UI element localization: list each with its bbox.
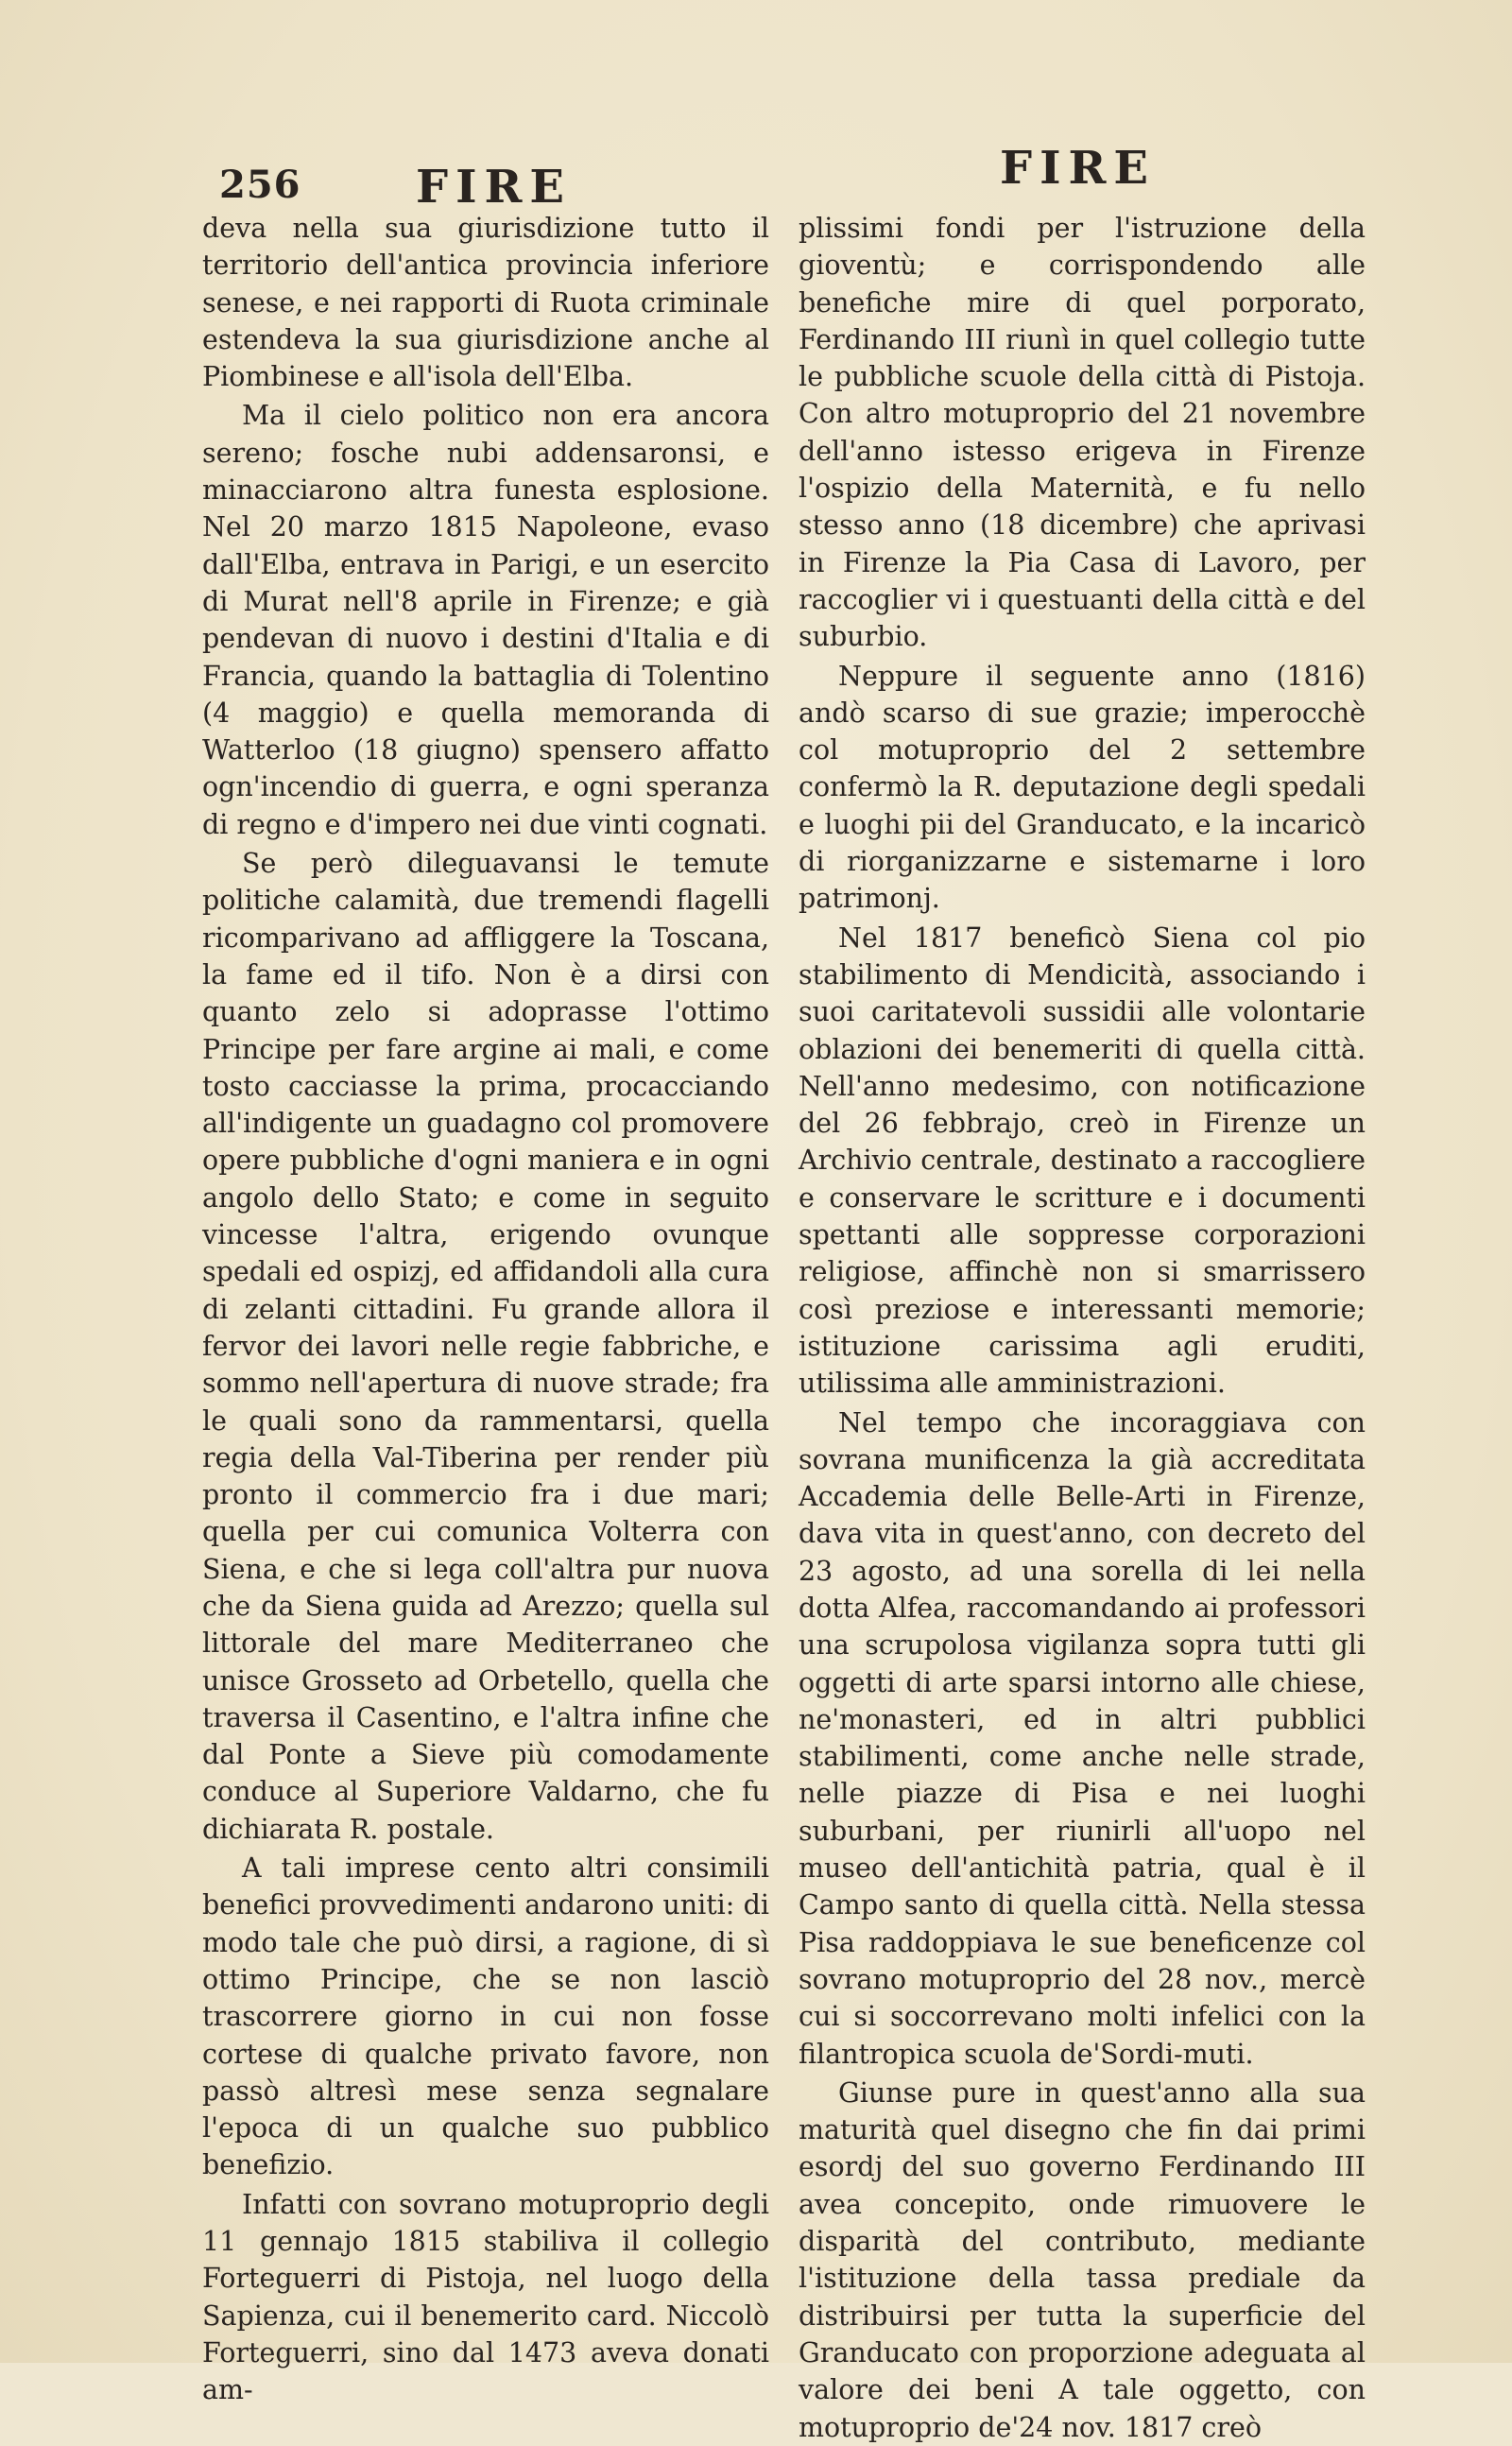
right-paragraph-4: Nel tempo che incoraggiava con sovrana munificenza la già accreditata Accademia delle Belle-Arti in Firenze, dava vita in quest'anno, con decreto del 23 agosto, ad una sorella di lei nella dotta Alfea, raccomandando ai professori una scrupolosa vigilanza sopra tutti gli oggetti di arte sparsi intorno alle chiese, ne'monasteri, ed in altri pubblici stabilimenti, come anche nelle strade, nelle piazze di Pisa e nei luoghi suburbani, per riunirli all'uopo nel museo dell'antichità patria, qual è il Campo santo di quella città. Nella stessa Pisa raddoppiava le sue beneficenze col sovrano motuproprio del 28 nov., mercè cui si soccorrevano molti infelici con la filantropica scuola de'Sordi-muti. [799,1406,1366,2070]
right-paragraph-1: plissimi fondi per l'istruzione della gioventù; e corrispondendo alle benefiche mire di quel porporato, Ferdinando III riunì in quel collegio tutte le pubbliche scuole della città di Pistoja. Con altro motuproprio del 21 novembre dell'anno istesso erigeva in Firenze l'ospizio della Maternità, e fu nello stesso anno (18 dicembre) che aprivasi in Firenze la Pia Casa di Lavoro, per raccoglier vi i questuanti della città e del suburbio. [799,213,1366,653]
left-column [202,210,769,2409]
running-head-left: FIRE [416,161,573,214]
running-head-right: FIRE [1000,142,1157,195]
left-paragraph-2: Ma il cielo politico non era ancora sereno; fosche nubi addensaronsi, e minacciarono altra funesta esplosione. Nel 20 marzo 1815 Napoleone, evaso dall'Elba, entrava in Parigi, e un esercito di Murat nell'8 aprile in Firenze; e già pendevan di nuovo i destini d'Italia e di Francia, quando la battaglia di Tolentino (4 maggio) e quella memoranda di Watterloo (18 giugno) spensero affatto ogn'incendio di guerra, e ogni speranza di regno e d'impero nei due vinti cognati. [202,400,769,840]
left-paragraph-1: deva nella sua giurisdizione tutto il territorio dell'antica provincia inferiore senese, e nei rapporti di Ruota criminale estendeva la sua giurisdizione anche al Piombinese e all'isola dell'Elba. [202,213,769,393]
left-paragraph-3: Se però dileguavansi le temute politiche calamità, due tremendi flagelli ricomparivano ad affliggere la Toscana, la fame ed il tifo. Non è a dirsi con quanto zelo si adoprasse l'ottimo Principe per fare argine ai mali, e come tosto cacciasse la prima, procacciando all'indigente un guadagno col promovere opere pubbliche d'ogni maniera e in ogni angolo dello Stato; e come in seguito vincesse l'altra, erigendo ovunque spedali ed ospizj, ed affidandoli alla cura di zelanti cittadini. Fu grande allora il fervor dei lavori nelle regie fabbriche, e sommo nell'apertura di nuove strade; fra le quali sono da rammentarsi, quella regia della Val-Tiberina per render più pronto il commercio fra i due mari; quella per cui comunica Volterra con Siena, e che si lega coll'altra pur nuova che da Siena guida ad Arezzo; quella sul littorale del mare Mediterraneo che unisce Grosseto ad Orbetello, quella che traversa il Casentino, e l'altra infine che dal Ponte a Sieve più comodamente conduce al Superiore Valdarno, che fu dichiarata R. postale. [202,848,769,1845]
left-paragraph-5: Infatti con sovrano motuproprio degli 11 gennajo 1815 stabiliva il collegio Forteguerri di Pistoja, nel luogo della Sapienza, cui il benemerito card. Niccolò Forteguerri, sino dal 1473 aveva donati am- [202,2188,769,2406]
page-header [0,142,1512,214]
right-paragraph-2: Neppure il seguente anno (1816) andò scarso di sue grazie; imperocchè col motuproprio del 2 settembre confermò la R. deputazione degli spedali e luoghi pii del Granducato, e la incaricò di riorganizzarne e sistemarne i loro patrimonj. [799,660,1366,915]
right-column [799,210,1366,2446]
right-paragraph-5: Giunse pure in quest'anno alla sua maturità quel disegno che fin dai primi esordj del suo governo Ferdinando III avea concepito, onde rimuovere le disparità del contributo, mediante l'istituzione della tassa prediale da distribuirsi per tutta la superficie del Granducato con proporzione adeguata al valore dei beni A tale oggetto, con motuproprio de'24 nov. 1817 creò [799,2076,1366,2443]
page-number: 256 [219,163,301,207]
right-paragraph-3: Nel 1817 beneficò Siena col pio stabilimento di Mendicità, associando i suoi caritatevoli sussidii alle volontarie oblazioni dei benemeriti di quella città. Nell'anno medesimo, con notificazione del 26 febbrajo, creò in Firenze un Archivio centrale, destinato a raccogliere e conservare le scritture e i documenti spettanti alle soppresse corporazioni religiose, affinchè non si smarrissero così preziose e interessanti memorie; istituzione carissima agli eruditi, utilissima alle amministrazioni. [799,922,1366,1400]
left-paragraph-4: A tali imprese cento altri consimili benefici provvedimenti andarono uniti: di modo tale che può dirsi, a ragione, di sì ottimo Principe, che se non lasciò trascorrere giorno in cui non fosse cortese di qualche privato favore, non passò altresì mese senza segnalare l'epoca di un qualche suo pubblico benefizio. [202,1852,769,2181]
